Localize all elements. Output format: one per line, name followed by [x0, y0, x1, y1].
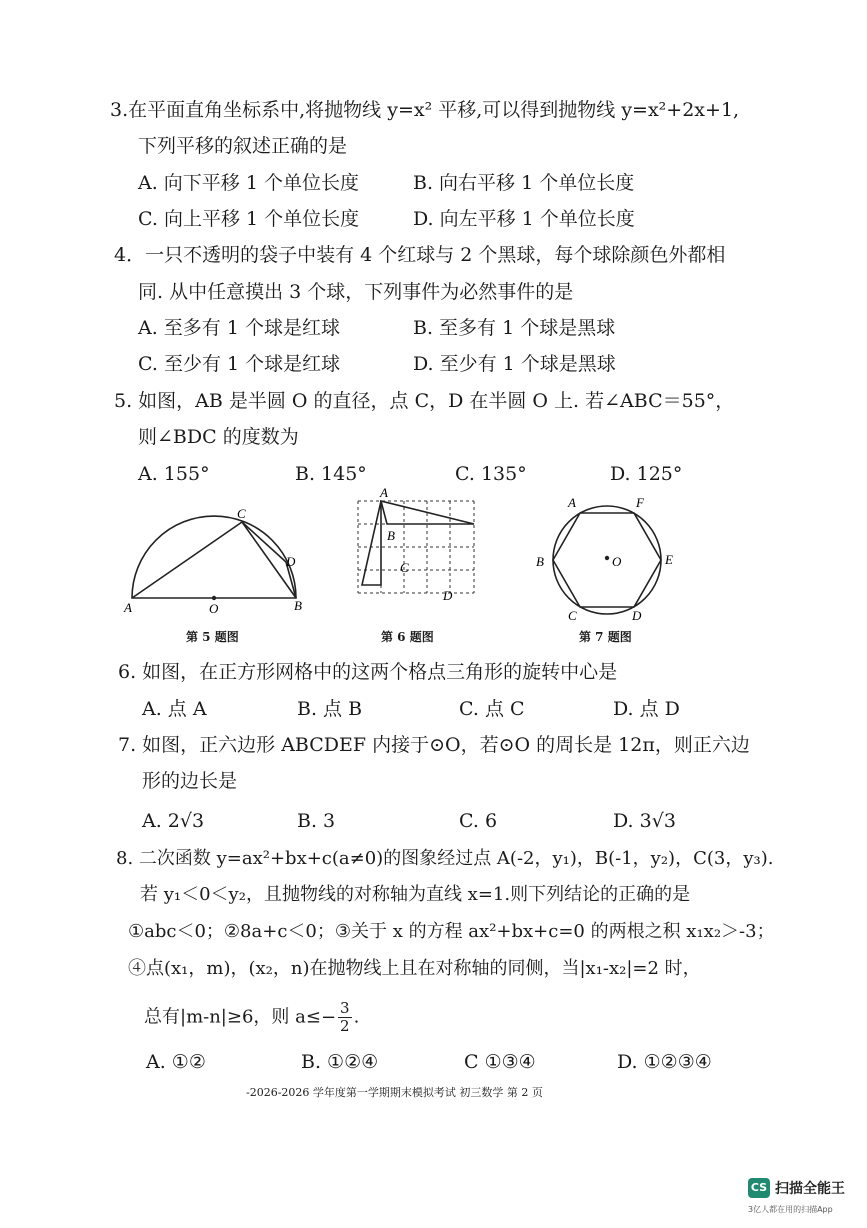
figure-5-caption: 第 5 题图	[186, 630, 239, 644]
q6-stem-line1: 6. 如图，在正方形网格中的这两个格点三角形的旋转中心是	[118, 661, 618, 683]
q4-option-b: B. 至多有 1 个球是黑球	[413, 317, 616, 339]
camscanner-logo-icon: CS	[748, 1178, 770, 1198]
fig7-label-o: O	[612, 554, 622, 569]
q7-stem-line2: 形的边长是	[142, 770, 238, 792]
fig7-label-d: D	[632, 608, 642, 623]
q8-fraction	[338, 1000, 352, 1035]
figure-5-semicircle	[120, 500, 320, 620]
q5-stem-line1: 5. 如图，AB 是半圆 O 的直径，点 C，D 在半圆 O 上. 若∠ABC＝55°，	[114, 390, 735, 412]
q8-option-d: D. ①②③④	[617, 1051, 712, 1073]
fig5-label-c: C	[237, 506, 246, 521]
camscanner-tagline: 3亿人都在用的扫描App	[748, 1205, 833, 1214]
q7-option-c: C. 6	[459, 810, 498, 832]
q8-option-c: C ①③④	[464, 1051, 536, 1073]
fig6-label-a: A	[380, 485, 388, 500]
fig7-label-c: C	[568, 608, 577, 623]
q5-stem-line2: 则∠BDC 的度数为	[138, 426, 299, 448]
figure-6-grid	[350, 485, 480, 610]
q6-option-d: D. 点 D	[613, 698, 680, 720]
camscanner-brand-name: 扫描全能王	[775, 1181, 845, 1197]
q3-stem-line1: 3.在平面直角坐标系中,将抛物线 y=x² 平移,可以得到抛物线 y=x²+2x+1,	[110, 99, 740, 121]
q5-option-c: C. 135°	[455, 463, 527, 485]
fig7-label-f: F	[636, 495, 644, 510]
figure-6-caption: 第 6 题图	[381, 630, 434, 644]
q8-stem-line3: ①abc＜0；②8a+c＜0；③关于 x 的方程 ax²+bx+c=0 的两根之积 x₁x₂＞-3；	[128, 921, 775, 942]
q5-option-d: D. 125°	[610, 463, 683, 485]
fig5-label-o: O	[209, 601, 219, 616]
q6-option-a: A. 点 A	[142, 698, 207, 720]
fig7-label-b: B	[536, 554, 544, 569]
figure-7-hexagon	[530, 488, 685, 623]
q8-stem-line5: 总有|m-n|≥6，则 a≤− $\frac{3}{2}$ .	[144, 999, 360, 1035]
q3-option-a: A. 向下平移 1 个单位长度	[138, 172, 359, 194]
q8-line5-text: 总有|m-n|≥6，则 a≤	[144, 1006, 321, 1028]
q6-option-c: C. 点 C	[459, 698, 525, 720]
q3-option-c: C. 向上平移 1 个单位长度	[138, 208, 360, 230]
q3-stem-line2: 下列平移的叙述正确的是	[138, 135, 348, 157]
fig7-label-a: A	[568, 495, 576, 510]
q3-option-b: B. 向右平移 1 个单位长度	[413, 172, 635, 194]
fig7-label-e: E	[665, 552, 673, 567]
q8-stem-line2: 若 y₁＜0＜y₂，且抛物线的对称轴为直线 x=1.则下列结论的正确的是	[140, 884, 691, 905]
q4-option-c: C. 至少有 1 个球是红球	[138, 353, 341, 375]
q7-option-d: D. 3√3	[613, 810, 676, 832]
fig5-label-d: D	[286, 554, 296, 569]
q7-stem-line1: 7. 如图，正六边形 ABCDEF 内接于⊙O，若⊙O 的周长是 12π，则正六边	[118, 734, 750, 756]
q4-option-d: D. 至少有 1 个球是黑球	[413, 353, 616, 375]
fig5-label-b: B	[294, 598, 302, 613]
q5-option-a: A. 155°	[138, 463, 210, 485]
fig5-label-a: A	[124, 600, 132, 615]
q6-option-b: B. 点 B	[297, 698, 363, 720]
q3-option-d: D. 向左平移 1 个单位长度	[413, 208, 635, 230]
fig6-label-b: B	[387, 528, 395, 543]
page-footer: -2026-2026 学年度第一学期期末模拟考试 初三数学 第 2 页	[246, 1086, 543, 1099]
q4-option-a: A. 至多有 1 个球是红球	[138, 317, 340, 339]
q8-option-a: A. ①②	[146, 1051, 206, 1073]
q8-fraction-denominator: 2	[340, 1017, 350, 1035]
fig6-label-d: D	[443, 588, 453, 603]
fig6-label-c: C	[400, 560, 409, 575]
q5-option-b: B. 145°	[295, 463, 367, 485]
q8-fraction-numerator: 3	[340, 999, 350, 1017]
q7-option-b: B. 3	[297, 810, 336, 832]
figure-7-caption: 第 7 题图	[579, 630, 632, 644]
q7-option-a: A. 2√3	[142, 810, 205, 832]
q4-stem-line2: 同. 从中任意摸出 3 个球，下列事件为必然事件的是	[138, 281, 574, 303]
q4-stem-line1: 4．一只不透明的袋子中装有 4 个红球与 2 个黑球，每个球除颜色外都相	[114, 244, 726, 266]
q8-stem-line4: ④点(x₁，m)，(x₂，n)在抛物线上且在对称轴的同侧，当|x₁-x₂|=2 时，	[128, 958, 701, 979]
q8-option-b: B. ①②④	[301, 1051, 379, 1073]
q8-stem-line1: 8. 二次函数 y=ax²+bx+c(a≠0)的图象经过点 A(-2，y₁)，B(-1，y₂)，C(3，y₃).	[116, 848, 774, 869]
